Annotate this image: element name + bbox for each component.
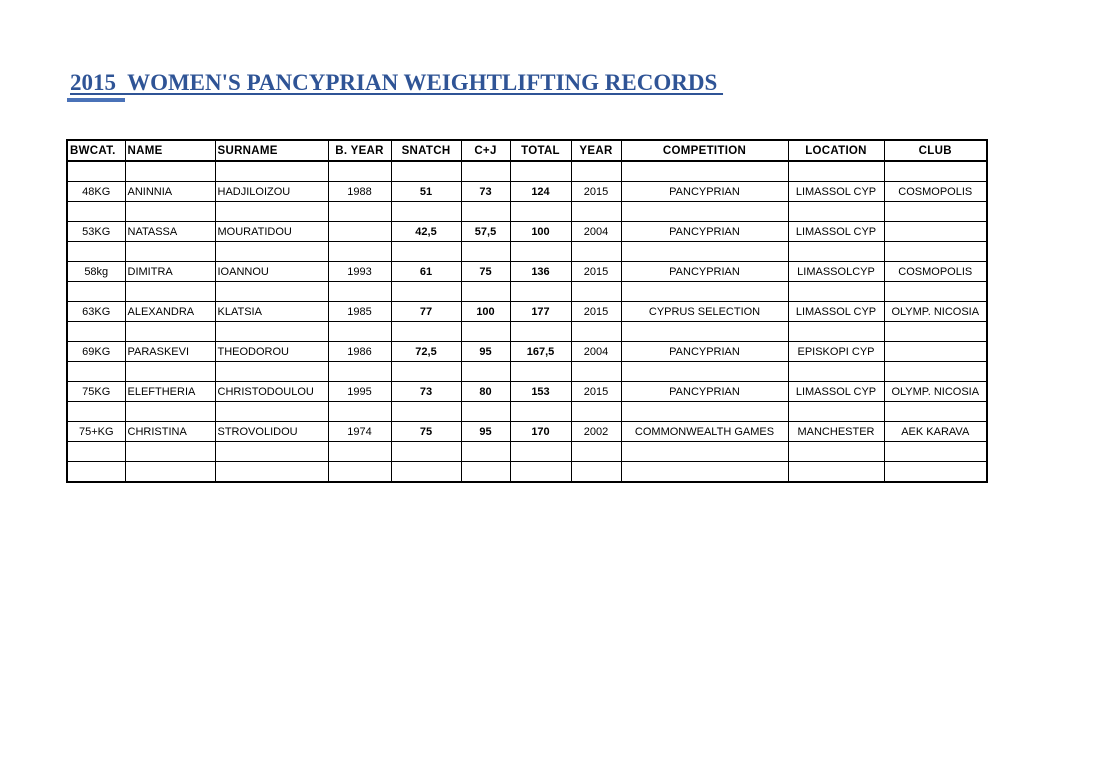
snatch-cell: 72,5 [391, 342, 461, 362]
empty-cell [125, 462, 215, 483]
bwcat-cell: 75+KG [67, 422, 125, 442]
birth-year-cell: 1993 [328, 262, 391, 282]
competition-cell: PANCYPRIAN [621, 262, 788, 282]
empty-cell [788, 322, 884, 342]
competition-cell: PANCYPRIAN [621, 342, 788, 362]
empty-cell [215, 161, 328, 182]
table-row [67, 342, 987, 362]
snatch-cell: 42,5 [391, 222, 461, 242]
year-cell: 2015 [571, 302, 621, 322]
surname-cell: HADJILOIZOU [215, 182, 328, 202]
table-row [67, 382, 987, 402]
empty-cell [215, 242, 328, 262]
empty-cell [788, 282, 884, 302]
clean-jerk-cell: 95 [461, 422, 510, 442]
empty-cell [621, 442, 788, 462]
location-cell: LIMASSOL CYP [788, 182, 884, 202]
empty-cell [571, 462, 621, 483]
empty-cell [461, 362, 510, 382]
snatch-cell: 51 [391, 182, 461, 202]
empty-cell [884, 462, 987, 483]
location-cell: EPISKOPI CYP [788, 342, 884, 362]
empty-cell [571, 202, 621, 222]
empty-cell [125, 442, 215, 462]
empty-cell [67, 322, 125, 342]
empty-cell [461, 442, 510, 462]
empty-cell [215, 282, 328, 302]
empty-row [67, 402, 987, 422]
empty-row [67, 202, 987, 222]
surname-cell: THEODOROU [215, 342, 328, 362]
empty-cell [461, 282, 510, 302]
empty-cell [571, 161, 621, 182]
birth-year-cell: 1985 [328, 302, 391, 322]
clean-jerk-cell: 75 [461, 262, 510, 282]
header-bwcat: BWCAT. [67, 140, 125, 161]
competition-cell: CYPRUS SELECTION [621, 302, 788, 322]
empty-cell [391, 362, 461, 382]
empty-cell [788, 242, 884, 262]
empty-cell [884, 202, 987, 222]
total-cell: 124 [510, 182, 571, 202]
empty-cell [788, 442, 884, 462]
club-cell: OLYMP. NICOSIA [884, 302, 987, 322]
empty-cell [788, 161, 884, 182]
empty-cell [391, 282, 461, 302]
empty-cell [391, 242, 461, 262]
empty-cell [461, 402, 510, 422]
club-cell: COSMOPOLIS [884, 262, 987, 282]
empty-cell [510, 322, 571, 342]
location-cell: LIMASSOL CYP [788, 382, 884, 402]
empty-cell [125, 282, 215, 302]
table-row [67, 222, 987, 242]
location-cell: LIMASSOLCYP [788, 262, 884, 282]
birth-year-cell: 1986 [328, 342, 391, 362]
empty-cell [621, 161, 788, 182]
empty-cell [571, 402, 621, 422]
snatch-cell: 73 [391, 382, 461, 402]
empty-cell [215, 462, 328, 483]
total-cell: 177 [510, 302, 571, 322]
surname-cell: KLATSIA [215, 302, 328, 322]
empty-cell [510, 402, 571, 422]
surname-cell: IOANNOU [215, 262, 328, 282]
surname-cell: CHRISTODOULOU [215, 382, 328, 402]
empty-row [67, 161, 987, 182]
empty-cell [884, 242, 987, 262]
bwcat-cell: 48KG [67, 182, 125, 202]
club-cell [884, 222, 987, 242]
empty-row [67, 362, 987, 382]
header-year: YEAR [571, 140, 621, 161]
year-cell: 2002 [571, 422, 621, 442]
empty-cell [215, 442, 328, 462]
total-cell: 167,5 [510, 342, 571, 362]
empty-cell [461, 322, 510, 342]
header-name: NAME [125, 140, 215, 161]
bwcat-cell: 69KG [67, 342, 125, 362]
empty-cell [125, 242, 215, 262]
empty-cell [788, 202, 884, 222]
year-cell: 2015 [571, 182, 621, 202]
empty-cell [391, 442, 461, 462]
club-cell: AEK KARAVA [884, 422, 987, 442]
birth-year-cell: 1974 [328, 422, 391, 442]
year-cell: 2015 [571, 262, 621, 282]
empty-cell [461, 202, 510, 222]
empty-cell [788, 362, 884, 382]
empty-cell [67, 402, 125, 422]
empty-cell [125, 402, 215, 422]
clean-jerk-cell: 57,5 [461, 222, 510, 242]
empty-cell [621, 402, 788, 422]
empty-cell [328, 242, 391, 262]
empty-cell [125, 202, 215, 222]
empty-cell [571, 362, 621, 382]
title-accent-bar [67, 98, 125, 102]
empty-cell [571, 442, 621, 462]
empty-cell [621, 322, 788, 342]
empty-cell [884, 362, 987, 382]
empty-cell [67, 161, 125, 182]
snatch-cell: 77 [391, 302, 461, 322]
empty-cell [125, 322, 215, 342]
total-cell: 153 [510, 382, 571, 402]
empty-cell [884, 442, 987, 462]
empty-cell [67, 282, 125, 302]
location-cell: LIMASSOL CYP [788, 302, 884, 322]
empty-cell [391, 322, 461, 342]
club-cell [884, 342, 987, 362]
location-cell: LIMASSOL CYP [788, 222, 884, 242]
bwcat-cell: 53KG [67, 222, 125, 242]
table-row [67, 422, 987, 442]
header-snatch: SNATCH [391, 140, 461, 161]
empty-cell [461, 161, 510, 182]
empty-cell [510, 161, 571, 182]
clean-jerk-cell: 73 [461, 182, 510, 202]
competition-cell: PANCYPRIAN [621, 382, 788, 402]
year-cell: 2004 [571, 222, 621, 242]
bwcat-cell: 75KG [67, 382, 125, 402]
name-cell: CHRISTINA [125, 422, 215, 442]
total-cell: 136 [510, 262, 571, 282]
table-row [67, 262, 987, 282]
empty-cell [461, 462, 510, 483]
empty-cell [67, 462, 125, 483]
empty-cell [391, 462, 461, 483]
empty-cell [621, 462, 788, 483]
club-cell: OLYMP. NICOSIA [884, 382, 987, 402]
table-row [67, 182, 987, 202]
empty-row [67, 282, 987, 302]
empty-cell [328, 402, 391, 422]
empty-row [67, 442, 987, 462]
empty-cell [215, 402, 328, 422]
empty-row [67, 462, 987, 483]
name-cell: ANINNIA [125, 182, 215, 202]
snatch-cell: 61 [391, 262, 461, 282]
empty-cell [571, 242, 621, 262]
empty-cell [328, 362, 391, 382]
competition-cell: PANCYPRIAN [621, 222, 788, 242]
empty-cell [788, 402, 884, 422]
table-row [67, 302, 987, 322]
empty-cell [884, 322, 987, 342]
header-competition: COMPETITION [621, 140, 788, 161]
records-body [67, 161, 987, 482]
empty-cell [788, 462, 884, 483]
name-cell: NATASSA [125, 222, 215, 242]
location-cell: MANCHESTER [788, 422, 884, 442]
empty-cell [510, 202, 571, 222]
empty-cell [621, 242, 788, 262]
empty-cell [67, 242, 125, 262]
birth-year-cell: 1988 [328, 182, 391, 202]
empty-cell [884, 402, 987, 422]
header-clean-jerk: C+J [461, 140, 510, 161]
bwcat-cell: 58kg [67, 262, 125, 282]
total-cell: 100 [510, 222, 571, 242]
empty-cell [328, 282, 391, 302]
empty-cell [328, 442, 391, 462]
empty-cell [215, 362, 328, 382]
header-birth-year: B. YEAR [328, 140, 391, 161]
header-row [67, 140, 987, 161]
clean-jerk-cell: 95 [461, 342, 510, 362]
empty-cell [215, 322, 328, 342]
empty-cell [510, 282, 571, 302]
empty-cell [125, 161, 215, 182]
year-cell: 2015 [571, 382, 621, 402]
empty-cell [621, 202, 788, 222]
empty-cell [328, 161, 391, 182]
empty-cell [328, 462, 391, 483]
empty-cell [328, 322, 391, 342]
header-location: LOCATION [788, 140, 884, 161]
name-cell: ELEFTHERIA [125, 382, 215, 402]
empty-cell [67, 442, 125, 462]
competition-cell: COMMONWEALTH GAMES [621, 422, 788, 442]
name-cell: PARASKEVI [125, 342, 215, 362]
empty-cell [391, 202, 461, 222]
header-total: TOTAL [510, 140, 571, 161]
empty-cell [510, 362, 571, 382]
empty-cell [571, 322, 621, 342]
clean-jerk-cell: 80 [461, 382, 510, 402]
empty-cell [884, 282, 987, 302]
surname-cell: STROVOLIDOU [215, 422, 328, 442]
empty-cell [510, 242, 571, 262]
empty-cell [621, 362, 788, 382]
name-cell: DIMITRA [125, 262, 215, 282]
empty-cell [571, 282, 621, 302]
year-cell: 2004 [571, 342, 621, 362]
empty-row [67, 322, 987, 342]
empty-cell [510, 442, 571, 462]
records-table [66, 139, 988, 483]
empty-cell [391, 402, 461, 422]
empty-cell [67, 362, 125, 382]
snatch-cell: 75 [391, 422, 461, 442]
club-cell: COSMOPOLIS [884, 182, 987, 202]
surname-cell: MOURATIDOU [215, 222, 328, 242]
clean-jerk-cell: 100 [461, 302, 510, 322]
empty-cell [328, 202, 391, 222]
empty-cell [621, 282, 788, 302]
birth-year-cell [328, 222, 391, 242]
empty-cell [391, 161, 461, 182]
empty-cell [67, 202, 125, 222]
page-title: 2015 WOMEN'S PANCYPRIAN WEIGHTLIFTING RECORDS [70, 70, 724, 95]
empty-cell [884, 161, 987, 182]
header-club: CLUB [884, 140, 987, 161]
empty-cell [125, 362, 215, 382]
total-cell: 170 [510, 422, 571, 442]
birth-year-cell: 1995 [328, 382, 391, 402]
name-cell: ALEXANDRA [125, 302, 215, 322]
empty-cell [510, 462, 571, 483]
empty-cell [461, 242, 510, 262]
header-surname: SURNAME [215, 140, 328, 161]
bwcat-cell: 63KG [67, 302, 125, 322]
empty-row [67, 242, 987, 262]
competition-cell: PANCYPRIAN [621, 182, 788, 202]
empty-cell [215, 202, 328, 222]
